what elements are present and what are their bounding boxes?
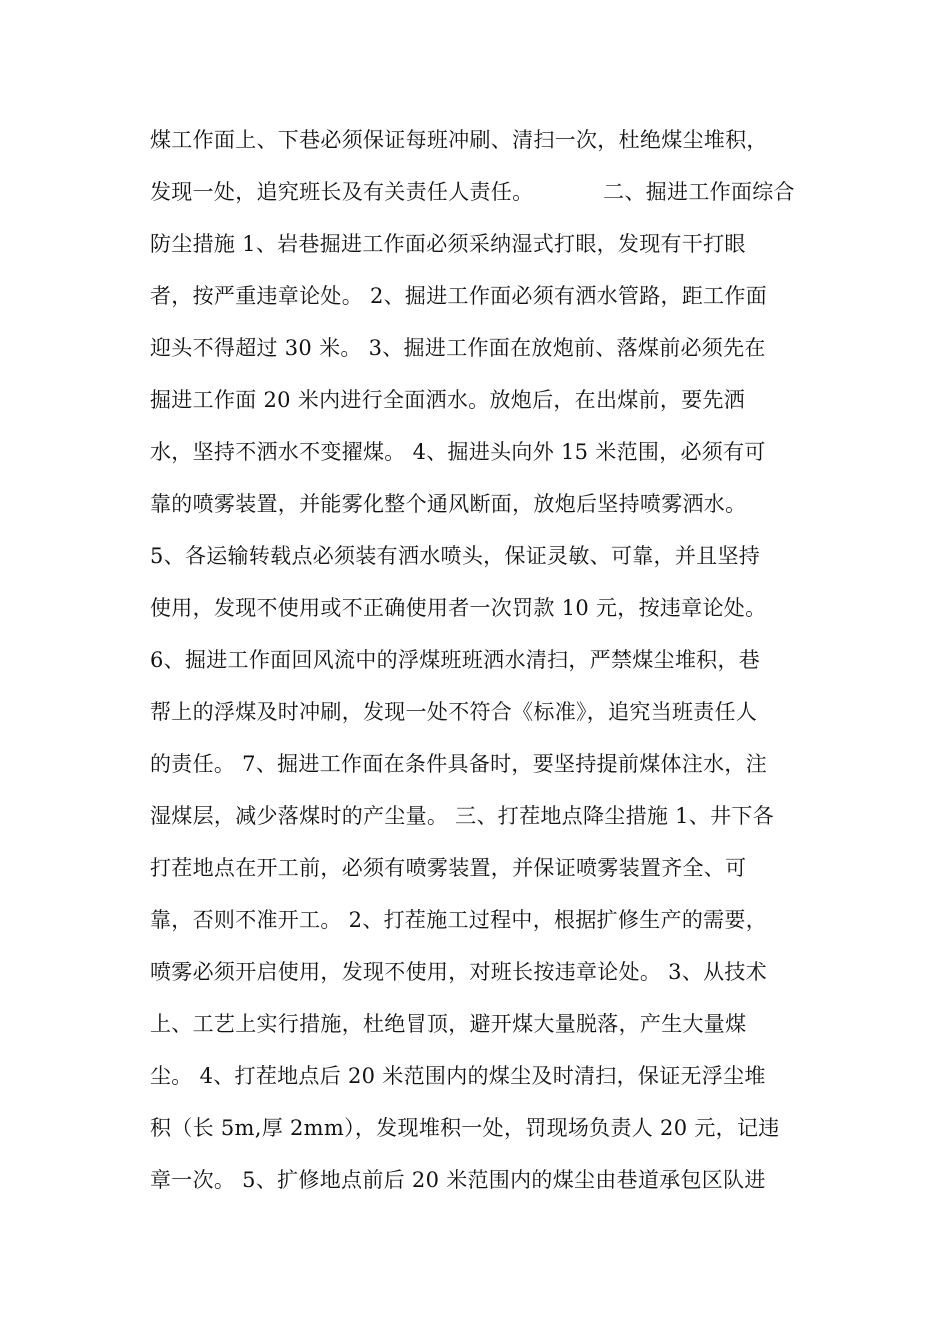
text-line-3: 防尘措施 1、岩巷掘进工作面必须采纳湿式打眼，发现有干打眼 <box>150 232 746 256</box>
text-line-16: 靠，否则不准开工。 2、打茬施工过程中，根据扩修生产的需要， <box>150 908 768 932</box>
text-line-19: 尘。 4、打茬地点后 20 米范围内的煤尘及时清扫，保证无浮尘堆 <box>150 1064 766 1088</box>
text-line-15: 打茬地点在开工前，必须有喷雾装置，并保证喷雾装置齐全、可 <box>150 856 747 880</box>
text-line-2: 发现一处，追究班长及有关责任人责任。 二、掘进工作面综合 <box>150 180 795 204</box>
text-line-12: 帮上的浮煤及时冲刷，发现一处不符合《标准》，追究当班责任人 <box>150 700 758 724</box>
text-line-7: 水，坚持不洒水不变擢煤。 4、掘进头向外 15 米范围，必须有可 <box>150 440 766 464</box>
text-line-14: 湿煤层，减少落煤时的产尘量。 三、打茬地点降尘措施 1、井下各 <box>150 804 775 828</box>
text-line-9: 5、各运输转载点必须装有洒水喷头，保证灵敏、可靠，并且坚持 <box>150 544 761 568</box>
text-line-8: 靠的喷雾装置，并能雾化整个通风断面，放炮后坚持喷雾洒水。 <box>150 492 747 516</box>
text-line-6: 掘进工作面 20 米内进行全面洒水。放炮后，在出煤前，要先洒 <box>150 388 746 412</box>
body-text <box>150 114 810 1206</box>
text-line-10: 使用，发现不使用或不正确使用者一次罚款 10 元，按违章论处。 <box>150 596 767 620</box>
text-line-21: 章一次。 5、扩修地点前后 20 米范围内的煤尘由巷道承包区队进 <box>150 1168 766 1192</box>
text-line-18: 上、工艺上实行措施，杜绝冒顶，避开煤大量脱落，产生大量煤 <box>150 1012 747 1036</box>
text-line-11: 6、掘进工作面回风流中的浮煤班班洒水清扫，严禁煤尘堆积，巷 <box>150 648 761 672</box>
text-line-1: 煤工作面上、下巷必须保证每班冲刷、清扫一次，杜绝煤尘堆积， <box>150 128 768 152</box>
text-line-17: 喷雾必须开启使用，发现不使用，对班长按违章论处。 3、从技术 <box>150 960 768 984</box>
text-line-4: 者，按严重违章论处。 2、掘进工作面必须有洒水管路，距工作面 <box>150 284 768 308</box>
text-line-20: 积（长 5m,厚 2mm），发现堆积一处，罚现场负责人 20 元，记违 <box>150 1116 780 1140</box>
text-line-5: 迎头不得超过 30 米。 3、掘进工作面在放炮前、落煤前必须先在 <box>150 336 766 360</box>
text-line-13: 的责任。 7、掘进工作面在条件具备时，要坚持提前煤体注水，注 <box>150 752 768 776</box>
